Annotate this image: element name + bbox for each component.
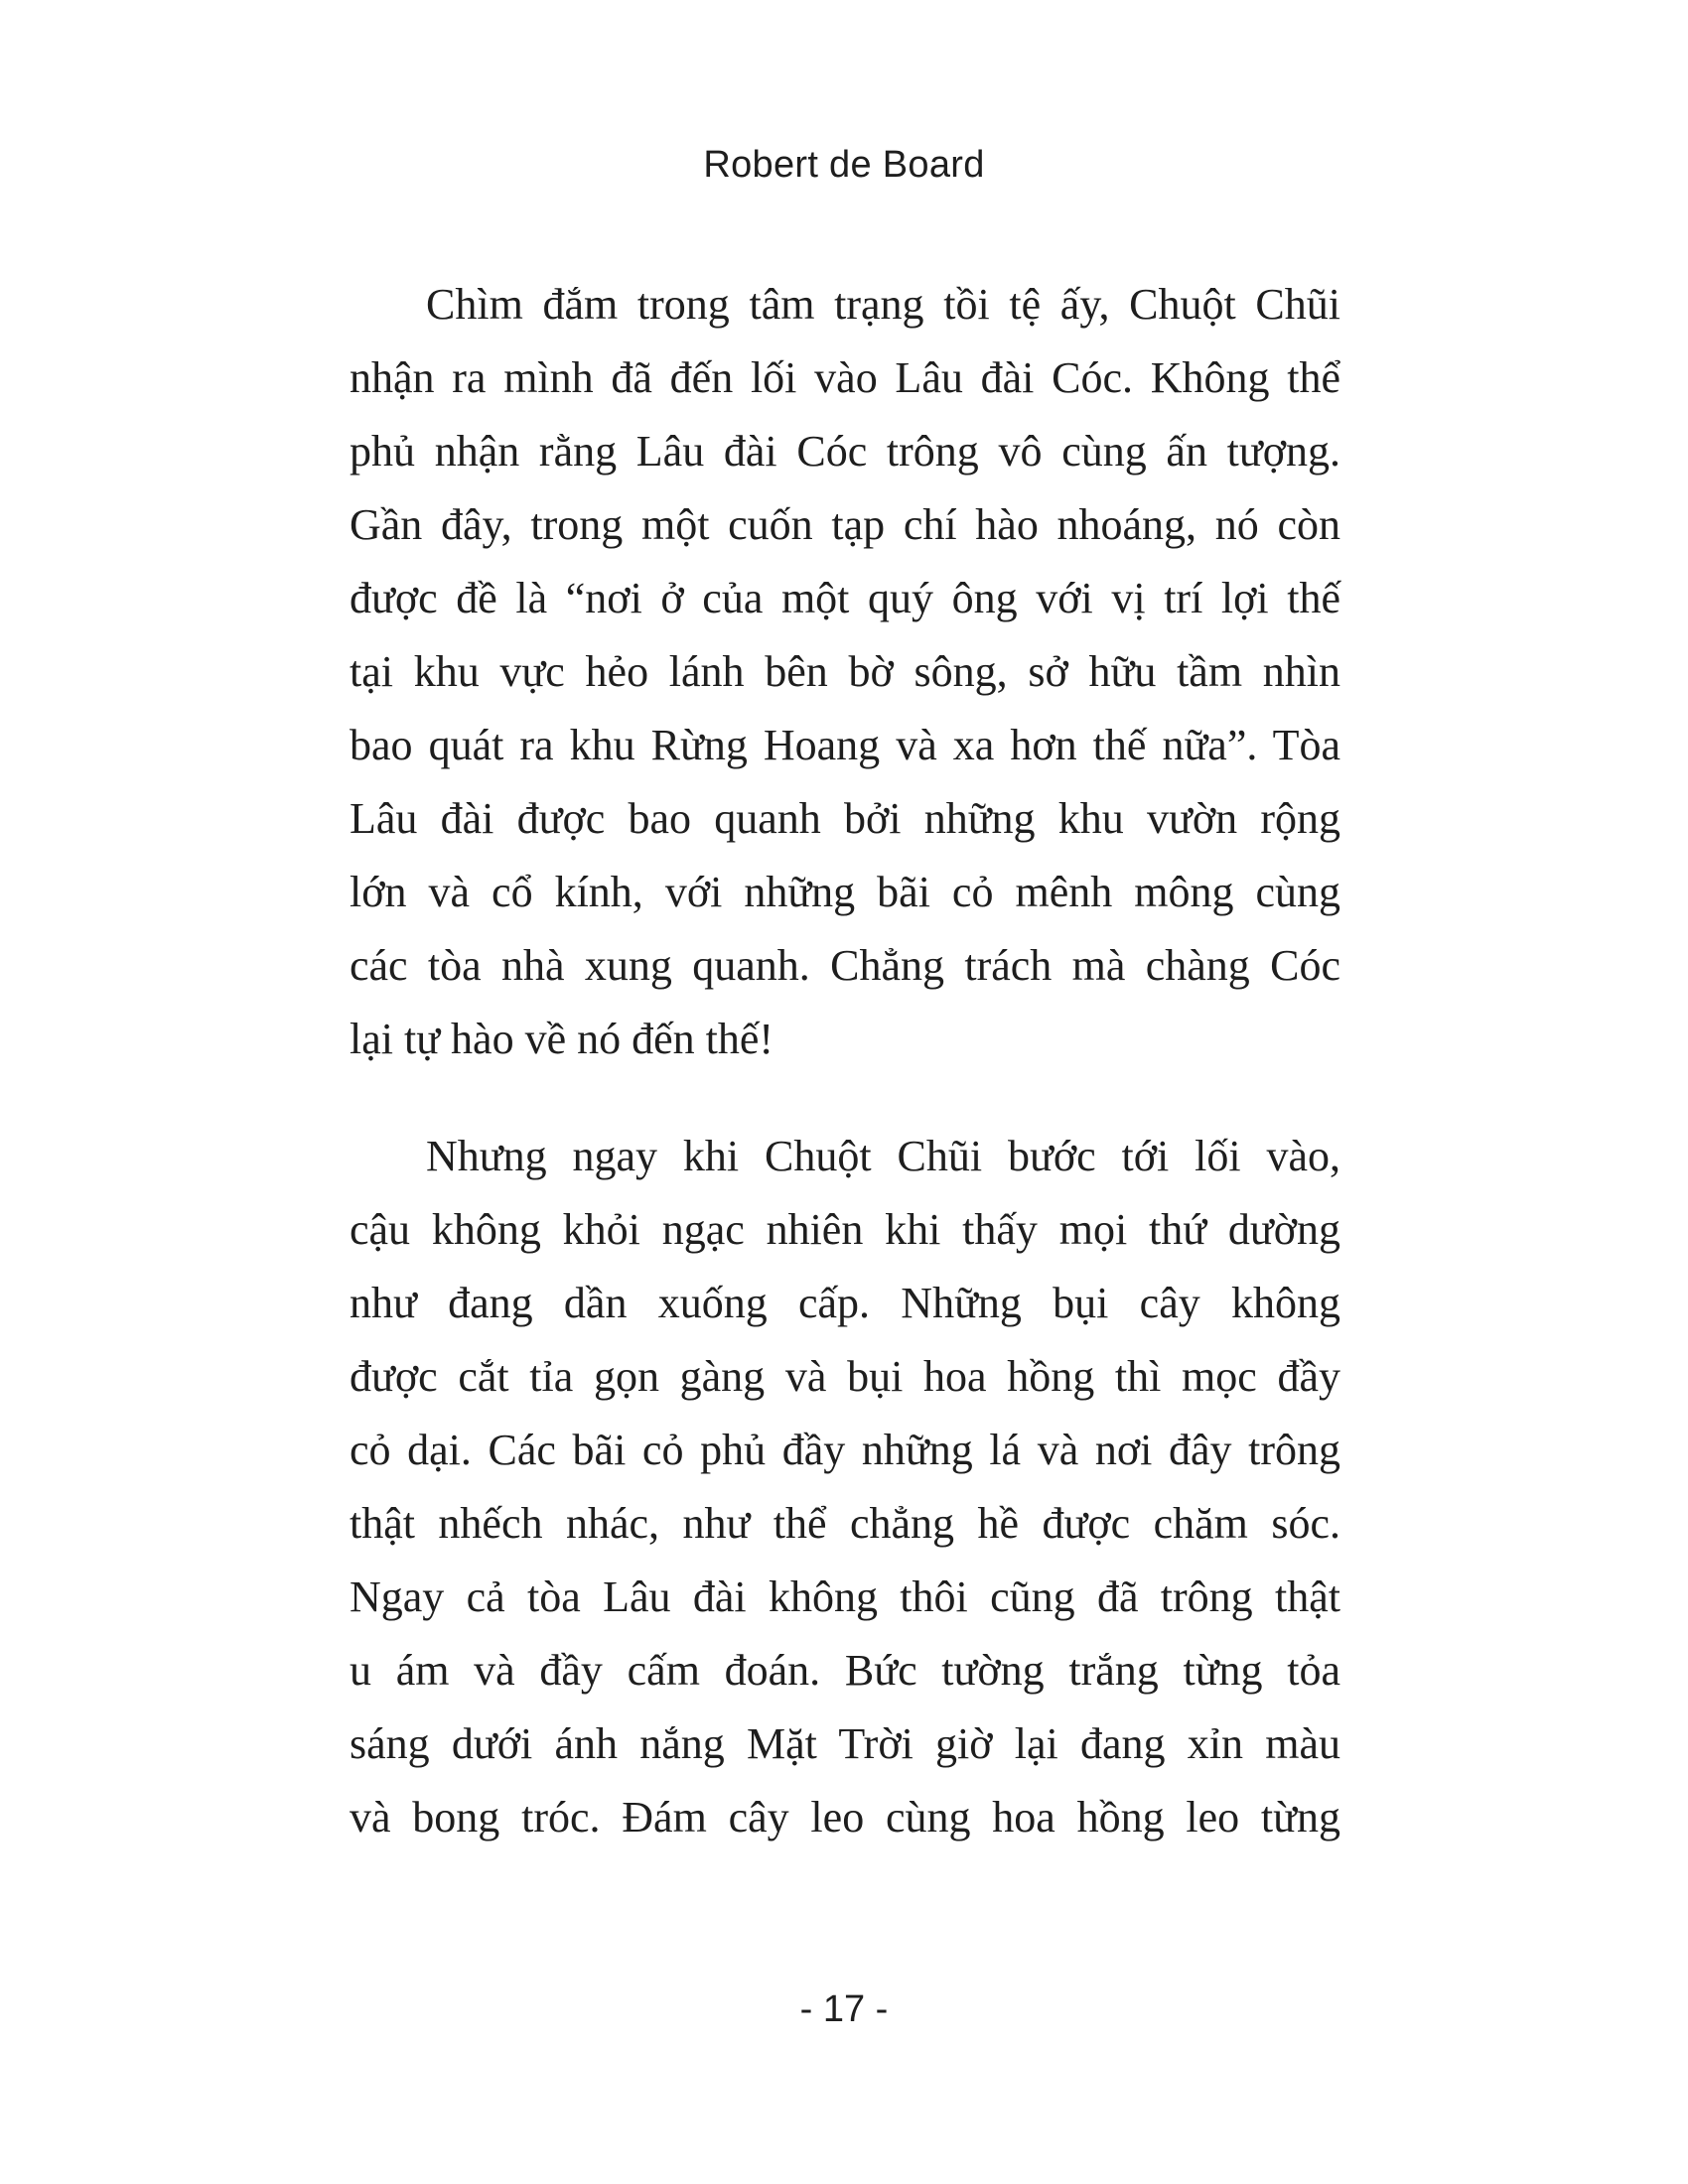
text-line: các tòa nhà xung quanh. Chẳng trách mà chàng Cóc: [350, 941, 1340, 990]
text-line: cỏ dại. Các bãi cỏ phủ đầy những lá và nơi đây trông: [350, 1426, 1340, 1474]
text-line: u ám và đầy cấm đoán. Bức tường trắng từng tỏa: [350, 1646, 1340, 1695]
text-line: bao quát ra khu Rừng Hoang và xa hơn thế nữa”. Tòa: [350, 721, 1340, 769]
paragraph-2: [350, 1120, 1340, 1854]
text-line: được đề là “nơi ở của một quý ông với vị trí lợi thế: [350, 574, 1340, 622]
text-line: Gần đây, trong một cuốn tạp chí hào nhoáng, nó còn: [350, 500, 1340, 549]
text-line: Chìm đắm trong tâm trạng tồi tệ ấy, Chuột Chũi: [426, 280, 1340, 329]
text-line: được cắt tỉa gọn gàng và bụi hoa hồng thì mọc đầy: [350, 1352, 1340, 1401]
text-line: nhận ra mình đã đến lối vào Lâu đài Cóc. Không thể: [350, 353, 1340, 402]
text-line: lớn và cổ kính, với những bãi cỏ mênh mông cùng: [350, 868, 1340, 916]
text-line: lại tự hào về nó đến thế!: [350, 1015, 774, 1063]
text-line: và bong tróc. Đám cây leo cùng hoa hồng leo từng: [350, 1793, 1340, 1842]
running-header: Robert de Board: [703, 144, 985, 186]
text-line: như đang dần xuống cấp. Những bụi cây không: [350, 1279, 1340, 1327]
text-line: Ngay cả tòa Lâu đài không thôi cũng đã trông thật: [350, 1572, 1340, 1621]
text-line: cậu không khỏi ngạc nhiên khi thấy mọi thứ dường: [350, 1205, 1340, 1254]
page-number: - 17 -: [799, 1988, 889, 2030]
text-line: phủ nhận rằng Lâu đài Cóc trông vô cùng ấn tượng.: [350, 427, 1340, 476]
text-line: thật nhếch nhác, như thể chẳng hề được chăm sóc.: [350, 1499, 1340, 1548]
text-line: Lâu đài được bao quanh bởi những khu vườn rộng: [350, 794, 1340, 843]
text-line: sáng dưới ánh nắng Mặt Trời giờ lại đang xỉn màu: [350, 1719, 1340, 1768]
paragraph-1: [350, 268, 1340, 1076]
text-line: Nhưng ngay khi Chuột Chũi bước tới lối vào,: [426, 1132, 1340, 1180]
text-line: tại khu vực hẻo lánh bên bờ sông, sở hữu tầm nhìn: [350, 647, 1340, 696]
